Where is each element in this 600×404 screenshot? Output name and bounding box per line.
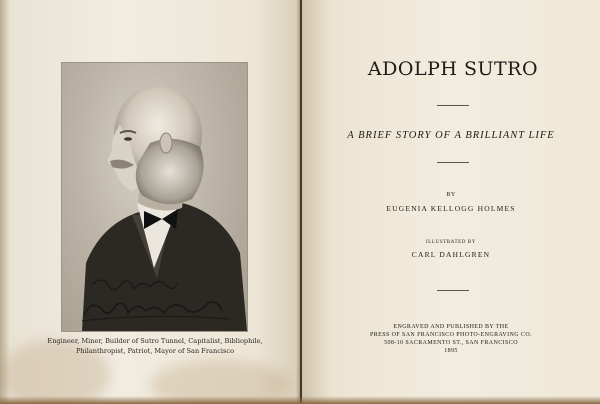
page-edge-shadow <box>0 0 10 404</box>
imprint-line: 508-10 SACRAMENTO ST., SAN FRANCISCO <box>384 340 518 346</box>
divider-rule <box>437 290 469 291</box>
book-subtitle: A BRIEF STORY OF A BRILLIANT LIFE <box>347 130 555 141</box>
by-label: BY <box>446 192 456 198</box>
caption-line: Philanthropist, Patriot, Mayor of San Francisco <box>75 346 235 355</box>
portrait-engraving <box>62 63 247 331</box>
book-title: ADOLPH SUTRO <box>367 58 539 80</box>
book-bottom-edge <box>0 396 600 404</box>
publisher-imprint <box>302 323 600 355</box>
illustrator-name: CARL DAHLGREN <box>411 250 491 259</box>
imprint-line: PRESS OF SAN FRANCISCO PHOTO-ENGRAVING CO. <box>370 332 532 338</box>
portrait-plate <box>61 62 248 332</box>
imprint-line: ENGRAVED AND PUBLISHED BY THE <box>393 324 509 330</box>
author-name: EUGENIA KELLOGG HOLMES <box>386 204 516 213</box>
imprint-year: 1895 <box>444 348 458 354</box>
illustrated-by-label: ILLUSTRATED BY <box>426 240 476 245</box>
divider-rule <box>437 105 469 106</box>
right-page-title <box>302 0 600 404</box>
portrait-caption <box>44 337 266 356</box>
caption-line: Engineer, Miner, Builder of Sutro Tunnel, Capitalist, Bibliophile, <box>47 337 263 345</box>
divider-rule <box>437 162 469 163</box>
